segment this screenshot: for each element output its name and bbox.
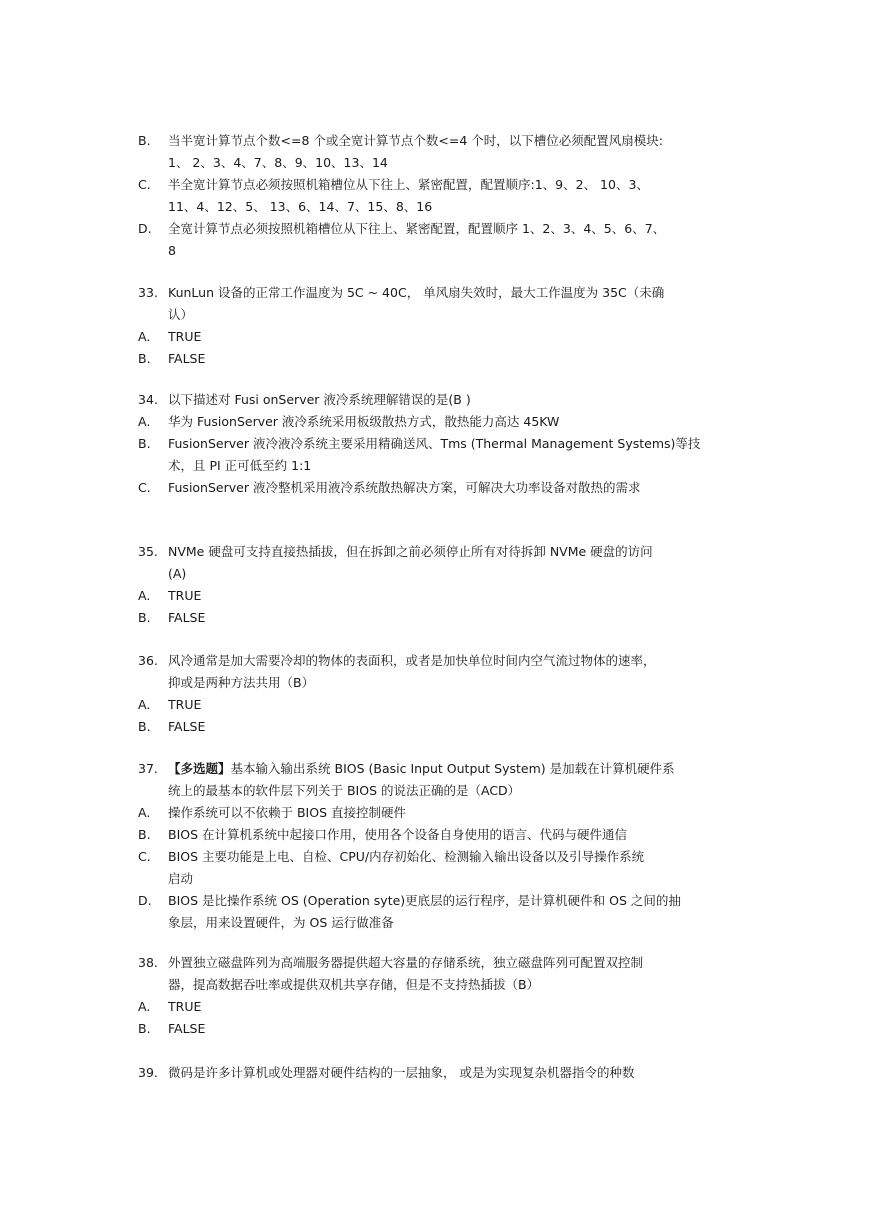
question-line: [138, 952, 728, 974]
option-line: [138, 716, 728, 738]
question-text: 器，提高数据吞吐率或提供双机共享存储，但是不支持热插拔（B）: [168, 977, 540, 992]
option-label: A.: [138, 329, 151, 344]
option-text: 华为 FusionServer 液冷系统采用板级散热方式，散热能力高达 45KW: [168, 414, 560, 429]
option-text: 半全宽计算节点必须按照机箱槽位从下往上、紧密配置，配置顺序:1、9、2、 10、3、: [168, 177, 649, 192]
option-line: [138, 240, 728, 262]
option-label: C.: [138, 177, 151, 192]
question-37: [138, 758, 728, 934]
question-32-options: [138, 130, 728, 262]
question-text: 基本输入输出系统 BIOS (Basic Input Output System) 是加载在计算机硬件系: [230, 761, 675, 776]
question-text: (A): [168, 566, 187, 581]
option-label: B.: [138, 719, 151, 734]
question-text: 外置独立磁盘阵列为高端服务器提供超大容量的存储系统，独立磁盘阵列可配置双控制: [168, 955, 644, 970]
option-text: 1、 2、3、4、7、8、9、10、13、14: [168, 155, 388, 170]
question-text: 以下描述对 Fusi onServer 液冷系统理解错误的是(B ): [168, 392, 471, 407]
question-line: [138, 780, 728, 802]
option-line: [138, 607, 728, 629]
option-label: A.: [138, 588, 151, 603]
question-line: [138, 650, 728, 672]
option-text: 当半宽计算节点个数<=8 个或全宽计算节点个数<=4 个时，以下槽位必须配置风扇模块:: [168, 133, 663, 148]
question-35: [138, 541, 728, 629]
option-text: 启动: [168, 871, 194, 886]
option-line: [138, 174, 728, 196]
question-text: NVMe 硬盘可支持直接热插拔，但在拆卸之前必须停止所有对待拆卸 NVMe 硬盘的访问: [168, 544, 653, 559]
option-text: FusionServer 液冷液冷系统主要采用精确送风、Tms (Thermal Management Systems)等技: [168, 436, 701, 451]
option-text: TRUE: [168, 999, 202, 1014]
question-34: [138, 389, 728, 499]
option-label: B.: [138, 610, 151, 625]
question-text: 微码是许多计算机或处理器对硬件结构的一层抽象， 或是为实现复杂机器指令的种数: [168, 1065, 635, 1080]
option-line: [138, 868, 728, 890]
question-36: [138, 650, 728, 738]
option-line: [138, 912, 728, 934]
question-line: [138, 758, 728, 780]
option-text: FALSE: [168, 610, 206, 625]
question-number: 36.: [138, 653, 158, 668]
question-38: [138, 952, 728, 1040]
option-line: [138, 1018, 728, 1040]
option-line: [138, 196, 728, 218]
question-line: [138, 304, 728, 326]
option-text: FALSE: [168, 1021, 206, 1036]
question-text: 统上的最基本的软件层下列关于 BIOS 的说法正确的是（ACD）: [168, 783, 521, 798]
option-text: 全宽计算节点必须按照机箱槽位从下往上、紧密配置，配置顺序 1、2、3、4、5、6、7、: [168, 221, 666, 236]
option-text: TRUE: [168, 697, 202, 712]
option-text: FALSE: [168, 351, 206, 366]
option-line: [138, 802, 728, 824]
option-line: [138, 152, 728, 174]
option-label: A.: [138, 414, 151, 429]
option-label: D.: [138, 221, 152, 236]
option-line: [138, 890, 728, 912]
option-text: 象层，用来设置硬件，为 OS 运行做准备: [168, 915, 394, 930]
option-line: [138, 348, 728, 370]
option-line: [138, 694, 728, 716]
option-text: 术，且 PI 正可低至约 1:1: [168, 458, 312, 473]
option-line: [138, 996, 728, 1018]
option-text: 8: [168, 243, 176, 258]
question-line: [138, 1062, 728, 1084]
option-line: [138, 433, 728, 455]
option-line: [138, 411, 728, 433]
question-text: 抑或是两种方法共用（B）: [168, 675, 315, 690]
option-label: B.: [138, 1021, 151, 1036]
option-line: [138, 130, 728, 152]
option-line: [138, 326, 728, 348]
question-text: 认）: [168, 307, 194, 322]
option-label: B.: [138, 351, 151, 366]
option-label: D.: [138, 893, 152, 908]
option-line: [138, 477, 728, 499]
question-line: [138, 389, 728, 411]
question-number: 38.: [138, 955, 158, 970]
option-label: A.: [138, 697, 151, 712]
option-label: B.: [138, 133, 151, 148]
option-text: TRUE: [168, 588, 202, 603]
option-text: BIOS 是比操作系统 OS (Operation syte)更底层的运行程序，是计算机硬件和 OS 之间的抽: [168, 893, 681, 908]
option-text: BIOS 在计算机系统中起接口作用，使用各个设备自身使用的语言、代码与硬件通信: [168, 827, 628, 842]
question-number: 35.: [138, 544, 158, 559]
option-label: A.: [138, 805, 151, 820]
question-text: 风冷通常是加大需要冷却的物体的表面积，或者是加快单位时间内空气流过物体的速率，: [168, 653, 656, 668]
question-text: KunLun 设备的正常工作温度为 5C ~ 40C， 单风扇失效时，最大工作温度为 35C（未确: [168, 285, 665, 300]
option-text: BIOS 主要功能是上电、自检、CPU/内存初始化、检测输入输出设备以及引导操作系统: [168, 849, 645, 864]
question-text-line: [168, 758, 675, 780]
question-type-tag: 【多选题】: [168, 761, 231, 776]
option-line: [138, 824, 728, 846]
question-line: [138, 974, 728, 996]
question-number: 33.: [138, 285, 158, 300]
option-label: B.: [138, 436, 151, 451]
option-text: FusionServer 液冷整机采用液冷系统散热解决方案，可解决大功率设备对散热的需求: [168, 480, 641, 495]
option-line: [138, 846, 728, 868]
question-line: [138, 563, 728, 585]
question-number: 37.: [138, 761, 158, 776]
question-line: [138, 282, 728, 304]
option-line: [138, 218, 728, 240]
question-39: [138, 1062, 728, 1084]
question-line: [138, 541, 728, 563]
option-text: 操作系统可以不依赖于 BIOS 直接控制硬件: [168, 805, 406, 820]
question-number: 39.: [138, 1065, 158, 1080]
question-line: [138, 672, 728, 694]
option-label: C.: [138, 480, 151, 495]
question-33: [138, 282, 728, 370]
option-label: B.: [138, 827, 151, 842]
option-label: A.: [138, 999, 151, 1014]
option-text: TRUE: [168, 329, 202, 344]
option-text: 11、4、12、5、 13、6、14、7、15、8、16: [168, 199, 433, 214]
option-line: [138, 455, 728, 477]
option-line: [138, 585, 728, 607]
option-label: C.: [138, 849, 151, 864]
option-text: FALSE: [168, 719, 206, 734]
question-number: 34.: [138, 392, 158, 407]
